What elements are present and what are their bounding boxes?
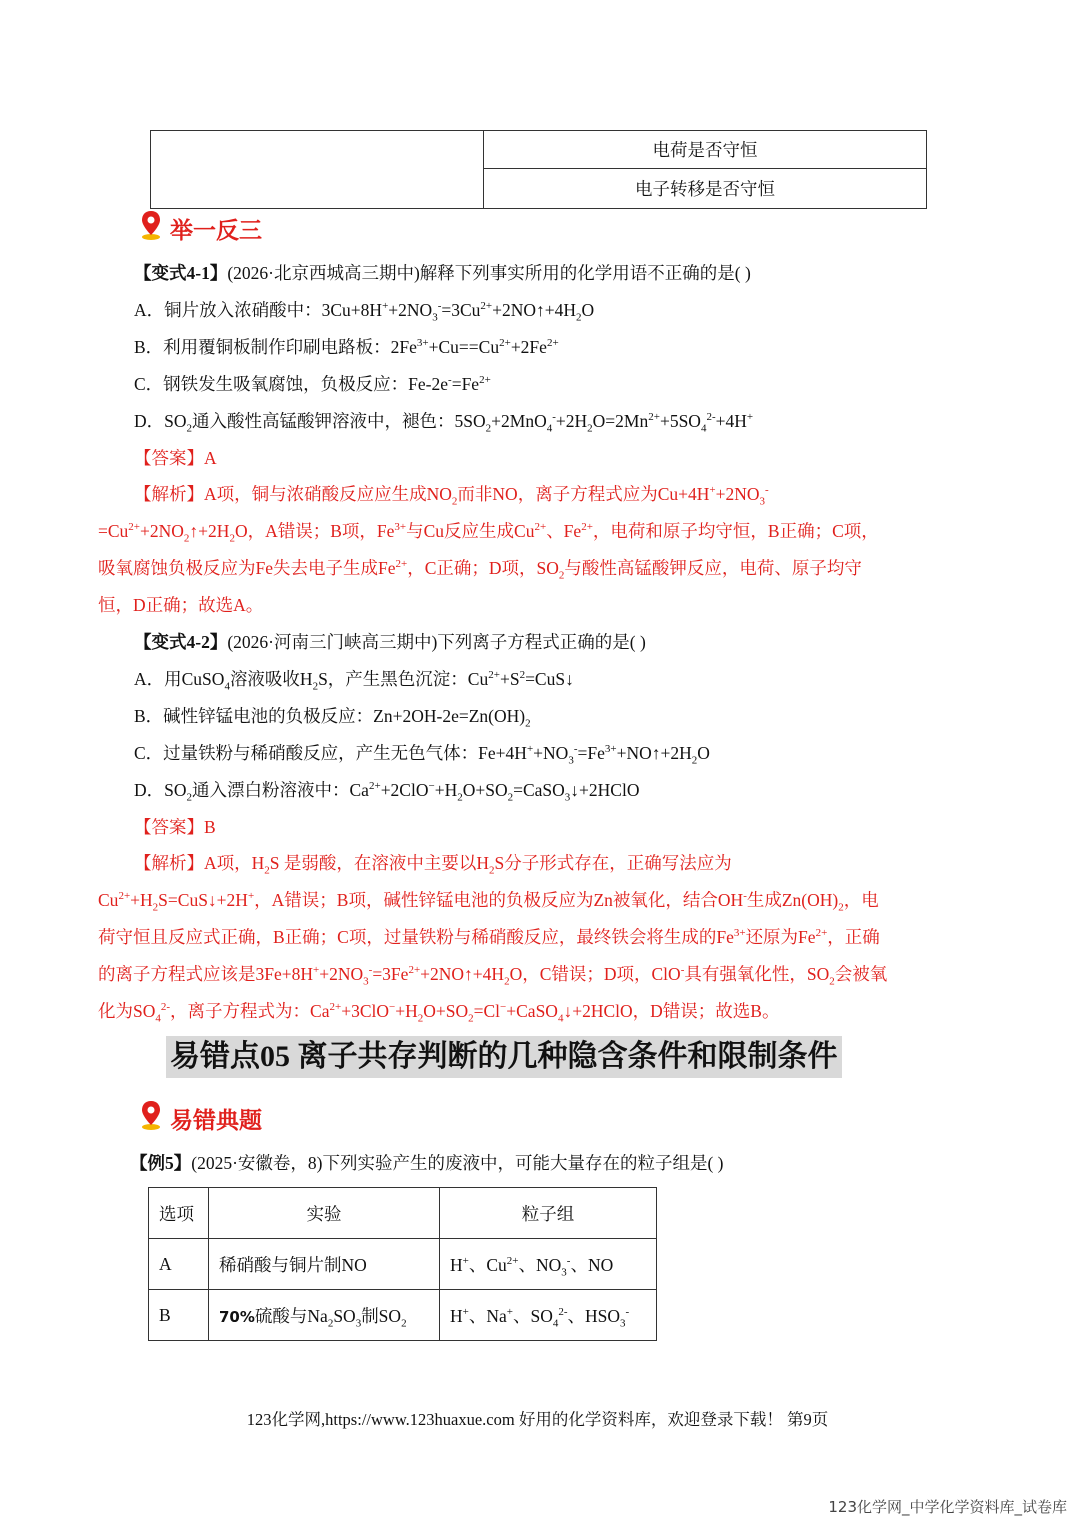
answer-4-2: 【答案】B [134,817,216,837]
example-5-stem [130,1151,724,1175]
option-a: A．铜片放入浓硝酸中：$3Cu+8H^++2NO_3^-=3Cu^{2+}+2NO↑+4H_2O$ [134,300,595,324]
option-b: B．利用覆铜板制作印刷电路板：$2Fe^{3+}+Cu==Cu^{2+}+2Fe^{2+}$ [134,337,559,357]
analysis-label: 【解析】 [134,484,204,504]
option-c-text: C．钢铁发生吸氧腐蚀，负极反应：Fe-2e [134,374,449,394]
analysis-label: 【解析】 [134,853,204,873]
option-c: C．钢铁发生吸氧腐蚀，负极反应：$Fe-2e^-=Fe^{2+}$ [134,374,491,394]
top-table [150,130,927,209]
table-cell: B [149,1290,209,1341]
question-stem: (2026·河南三门峡高三期中)下列离子方程式正确的是( ) [227,632,646,652]
question-4-1-stem [134,261,751,285]
question-stem: (2026·北京西城高三期中)解释下列事实所用的化学用语不正确的是( ) [227,263,751,283]
option-a: A．用CuSO$_4$溶液吸收$H_2S$，产生黑色沉淀：$Cu^{2+}+S^2=CuS↓$ [134,669,574,693]
table-cell: 70%硫酸与$Na_2SO_3$制$SO_2$ [209,1290,440,1341]
option-d-text: D．SO [134,411,187,431]
analysis-4-2: 【解析】A项，$H_2S$ 是弱酸，在溶液中主要以$H_2S$分子形式存在，正确写法应为 $Cu^{2+}+H_2S=CuS↓+2H^+$，A错误；B项，碱性锌锰电池的负极反应为Zn被氧化，结合OH-生成$Zn(OH)_2$，电 荷守恒且反应式正确，B正确；C项，过量铁粉与稀硝酸反应，最终铁会将生成的$Fe^{3+}$还原为$Fe^{2+}$，正确 的离子方程式应该是$3Fe+8H^++2NO_3^-=3Fe^{2+}+2NO↑+4H_2O$，C错误；D项，ClO-具有强氧化性，$SO_2$会被氧 化为$SO_4^{2-}$，离子方程式为：$Ca^{2+}+3ClO^-+H_2O+SO_2=Cl^-+CaSO_4↓+2HClO$，D错误；故选B。 [98,853,888,1025]
section-heading-2 [140,1100,162,1132]
error-point-title: 易错点05 离子共存判断的几种隐含条件和限制条件 [166,1036,842,1078]
location-pin-icon [140,1100,162,1130]
table-header: 选项 [149,1188,209,1239]
question-stem: (2025·安徽卷，8)下列实验产生的废液中，可能大量存在的粒子组是( ) [191,1153,724,1173]
question-4-2-stem [134,630,646,654]
option-c: C．过量铁粉与稀硝酸反应，产生无色气体：$Fe+4H^++NO_3^-=Fe^{3+}+NO↑+2H_2O$ [134,743,710,767]
option-b: B．碱性锌锰电池的负极反应：$Zn+2OH-2e=Zn(OH)_2$ [134,706,531,730]
table-cell: H+、Na+、$SO_4^{2-}$、$HSO_3^-$ [440,1290,657,1341]
table-row [149,1239,657,1290]
table-header: 粒子组 [440,1188,657,1239]
section-title-2: 易错典题 [170,1108,262,1134]
option-d: D．$SO_2$通入漂白粉溶液中：$Ca^{2+}+2ClO^-+H_2O+SO_2=CaSO_3↓+2HClO$ [134,780,640,804]
analysis-4-1: 【解析】A项，铜与浓硝酸反应应生成$NO_2$而非NO，离子方程式应为$Cu+4H^++2NO_3^-$ $=Cu^{2+}+2NO_2↑+2H_2O$，A错误；B项，$Fe^{3+}$与Cu反应生成$Cu^{2+}$、$Fe^{2+}$，电荷和原子均守恒，B正确；C项， 吸氧腐蚀负极反应为Fe失去电子生成$Fe^{2+}$，C正确；D项，$SO_2$与酸性高锰酸钾反应，电荷、原子均守 恒，D正确；故选A。 [98,484,879,615]
question-tag: 【变式4-2】 [134,632,228,652]
option-b-text: B．利用覆铜板制作印刷电路板：2Fe [134,337,417,357]
question-tag: 【例5】 [130,1153,192,1173]
answer-4-1: 【答案】A [134,448,217,468]
section-heading-1 [140,210,162,242]
page-footer: 123化学网,https://www.123huaxue.com 好用的化学资料库，欢迎登录下载！ 第9页 [246,1410,829,1429]
table-row [149,1290,657,1341]
top-table-empty-cell [151,131,484,209]
option-a-text: A．铜片放入浓硝酸中：3Cu+8H [134,300,383,320]
option-d: D．$SO_2$通入酸性高锰酸钾溶液中，褪色：$5SO_2+2MnO_4^-+2H_2O=2Mn^{2+}+5SO_4^{2-}+4H^+$ [134,411,754,435]
table-cell: H+、$Cu^{2+}$、$NO_3^-$、NO [440,1239,657,1290]
location-pin-icon [140,210,162,240]
table-cell: 稀硝酸与铜片制NO [209,1239,440,1290]
table-cell: A [149,1239,209,1290]
section-title-1: 举一反三 [170,218,262,244]
question-tag: 【变式4-1】 [134,263,228,283]
top-table-row2: 电子转移是否守恒 [484,169,927,209]
top-table-row1: 电荷是否守恒 [484,131,927,169]
particle-table [148,1187,657,1341]
watermark: 123化学网_中学化学资料库_试卷库 [828,1498,1067,1516]
table-header: 实验 [209,1188,440,1239]
